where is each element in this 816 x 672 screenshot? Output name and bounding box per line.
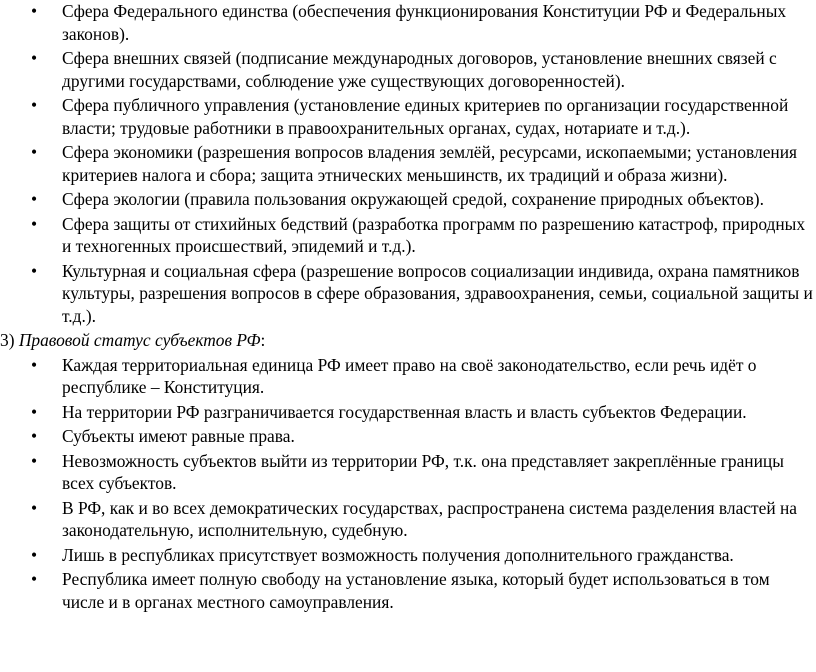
list-item — [0, 141, 816, 186]
list-item-text: Сфера внешних связей (подписание международных договоров, установление внешних связей с другими государствами, соблюдение уже существующих договоренностей). — [62, 48, 777, 91]
bullet: • — [30, 569, 38, 589]
section-heading — [0, 329, 816, 352]
bullet: • — [30, 544, 38, 565]
list-item — [0, 260, 816, 328]
list-item — [0, 401, 816, 424]
list-item-text: Сфера защиты от стихийных бедствий (разработка программ по разрешению катастроф, природных и техногенных происшествий, эпидемий и т.д.). — [62, 213, 806, 256]
bullet: • — [30, 354, 38, 375]
list-item — [0, 354, 816, 399]
section-title: Правовой статус субъектов РФ — [14, 330, 261, 350]
list-item-text: На территории РФ разграничивается государственная власть и власть субъектов Федерации. — [62, 401, 747, 422]
list-item — [0, 450, 816, 495]
list-item — [0, 544, 816, 567]
list-item-text: Сфера экономики (разрешения вопросов владения землёй, ресурсами, ископаемыми; установления критериев налога и сбора; защита этнических меньшинств, их традиций и образа жизни). — [62, 142, 798, 185]
legal-status-list — [0, 354, 816, 614]
section-number: 3) — [0, 330, 15, 350]
bullet: • — [30, 213, 38, 234]
list-item-text: В РФ, как и во всех демократических государствах, распространена система разделения властей на законодательную, исполнительную, судебную. — [62, 497, 798, 540]
list-item — [0, 94, 816, 139]
bullet: • — [30, 401, 38, 422]
bullet: • — [30, 142, 38, 162]
bullet: • — [30, 1, 38, 21]
list-item-text: Лишь в республиках присутствует возможность получения дополнительного гражданства. — [62, 544, 734, 565]
bullet: • — [30, 497, 38, 518]
bullet: • — [30, 48, 38, 68]
list-item — [0, 0, 816, 45]
list-item-text: Культурная и социальная сфера (разрешение вопросов социализации индивида, охрана памятников культуры, разрешения вопросов в сфере образования, здравоохранения, семьи, социальной защиты и т.д.). — [62, 260, 813, 326]
bullet: • — [30, 189, 38, 209]
list-item-text: Невозможность субъектов выйти из территории РФ, т.к. она представляет закреплённые границы всех субъектов. — [62, 450, 784, 493]
list-item-text: Каждая территориальная единица РФ имеет право на своё законодательство, если речь идёт о республике – Конституция. — [62, 354, 757, 397]
list-item-text: Сфера Федерального единства (обеспечения функционирования Конституции РФ и Федеральных законов). — [62, 1, 787, 44]
list-item — [0, 47, 816, 92]
list-item — [0, 568, 816, 613]
section-colon: : — [260, 330, 266, 350]
list-item-text: Республика имеет полную свободу на установление языка, который будет использоваться в том числе и в органах местного самоуправления. — [62, 569, 770, 612]
bullet: • — [30, 426, 38, 446]
list-item-text: Сфера экологии (правила пользования окружающей средой, сохранение природных объектов). — [62, 189, 764, 209]
bullet: • — [30, 95, 38, 115]
list-item-text: Сфера публичного управления (установление единых критериев по организации государственной власти; трудовые работники в правоохранительных органах, судах, нотариате и т.д.). — [62, 95, 789, 138]
list-item — [0, 213, 816, 258]
list-item — [0, 188, 816, 211]
list-item — [0, 425, 816, 448]
list-item-text: Субъекты имеют равные права. — [62, 426, 295, 446]
list-item — [0, 497, 816, 542]
competence-spheres-list — [0, 0, 816, 327]
bullet: • — [30, 260, 38, 281]
bullet: • — [30, 450, 38, 471]
